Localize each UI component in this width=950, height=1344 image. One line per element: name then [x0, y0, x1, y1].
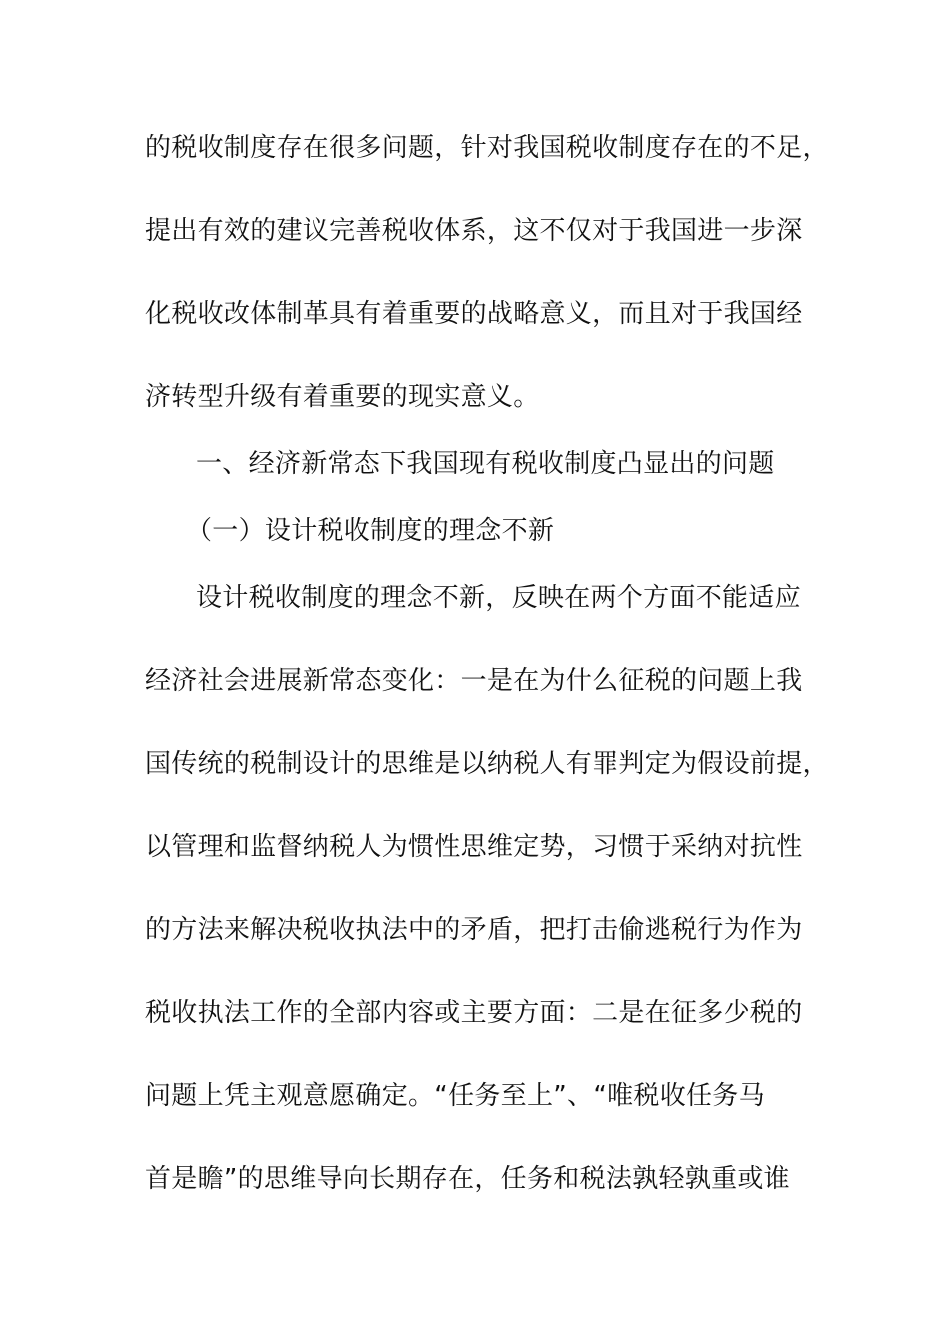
- text-line: 以管理和监督纳税人为惯性思维定势，习惯于采纳对抗性: [145, 832, 803, 862]
- text-line: 问题上凭主观意愿确定。“任务至上”、“唯税收任务马: [145, 1081, 765, 1111]
- text-line: 提出有效的建议完善税收体系，这不仅对于我国进一步深: [145, 216, 803, 246]
- text-line: 首是瞻”的思维导向长期存在，任务和税法孰轻孰重或谁: [145, 1164, 790, 1194]
- section-heading: 一、经济新常态下我国现有税收制度凸显出的问题: [196, 449, 775, 479]
- text-line: 的方法来解决税收执法中的矛盾，把打击偷逃税行为作为: [145, 915, 803, 945]
- subsection-heading: （一）设计税收制度的理念不新: [186, 516, 555, 546]
- text-line: 的税收制度存在很多问题，针对我国税收制度存在的不足，: [145, 133, 829, 163]
- text-line: 化税收改体制革具有着重要的战略意义，而且对于我国经: [145, 299, 803, 329]
- text-line: 税收执法工作的全部内容或主要方面：二是在征多少税的: [145, 998, 803, 1028]
- text-line: 设计税收制度的理念不新，反映在两个方面不能适应: [196, 583, 801, 613]
- text-line: 济转型升级有着重要的现实意义。: [145, 382, 540, 412]
- text-line: 国传统的税制设计的思维是以纳税人有罪判定为假设前提，: [145, 749, 829, 779]
- text-line: 经济社会进展新常态变化：一是在为什么征税的问题上我: [145, 666, 803, 696]
